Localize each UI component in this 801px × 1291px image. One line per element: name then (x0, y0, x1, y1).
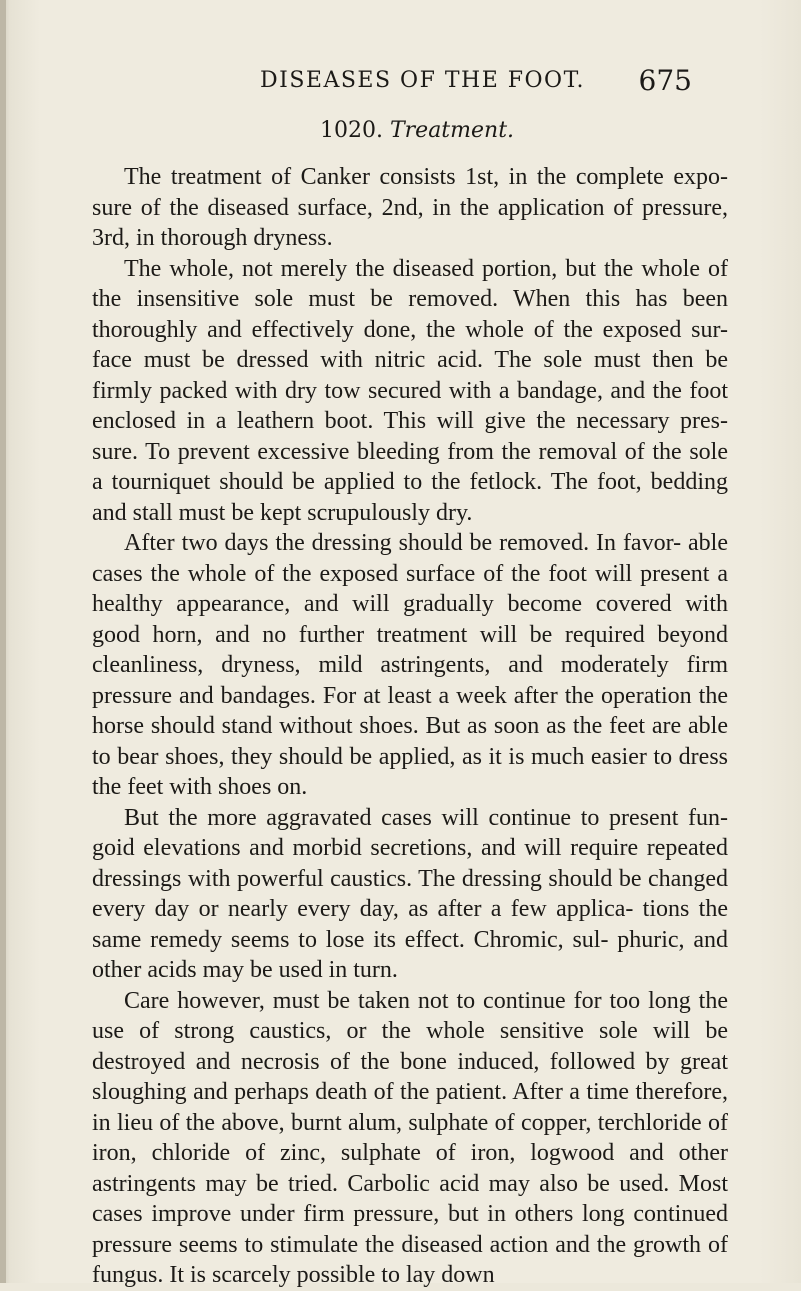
body-text (92, 162, 728, 1291)
section-heading (320, 118, 514, 143)
paragraph: But the more aggravated cases will continue to present fun- goid elevations and morbid secretions, and will require repeated dressings with powerful caustics. The dressing should be changed every day or nearly every day, as after a few applica- tions the same remedy seems to lose its effect. Chromic, sul- phuric, and other acids may be used in turn. (92, 804, 728, 983)
section-title: Treatment. (389, 118, 515, 143)
paragraph: The whole, not merely the diseased portion, but the whole of the insensitive sole must be removed. When this has been thoroughly and effectively done, the whole of the exposed sur- face must be dressed with nitric acid. The sole must then be firmly packed with dry tow secured with a bandage, and the foot enclosed in a leathern boot. This will give the necessary pres- sure. To prevent excessive bleeding from the removal of the sole a tourniquet should be applied to the fetlock. The foot, bedding and stall must be kept scrupulously dry. (92, 255, 728, 526)
paragraph: The treatment of Canker consists 1st, in the complete expo- sure of the diseased surface, 2nd, in the application of pressure, 3rd, in thorough dryness. (92, 164, 728, 251)
paragraph: After two days the dressing should be removed. In favor- able cases the whole of the exposed surface of the foot will present a healthy appearance, and will gradually become covered with good horn, and no further treatment will be required beyond cleanliness, dryness, mild astringents, and moderately firm pressure and bandages. For at least a week after the operation the horse should stand without shoes. But as soon as the feet are able to bear shoes, they should be applied, as it is much easier to dress the feet with shoes on. (92, 530, 728, 800)
paragraph: Care however, must be taken not to continue for too long the use of strong caustics, or the whole sensitive sole will be destroyed and necrosis of the bone induced, followed by great sloughing and perhaps death of the patient. After a time therefore, in lieu of the above, burnt alum, sulphate of copper, terchloride of iron, chloride of zinc, sulphate of iron, logwood and other astringents may be tried. Carbolic acid may also be used. Most cases improve under firm pressure, but in others long continued pressure seems to stimulate the diseased action and the growth of fungus. It is scarcely possible to lay down (92, 987, 728, 1288)
page-number: 675 (638, 64, 692, 97)
running-head (260, 64, 692, 100)
section-number: 1020. (320, 118, 383, 143)
page-gutter (0, 0, 6, 1283)
running-title: DISEASES OF THE FOOT. (260, 68, 586, 93)
